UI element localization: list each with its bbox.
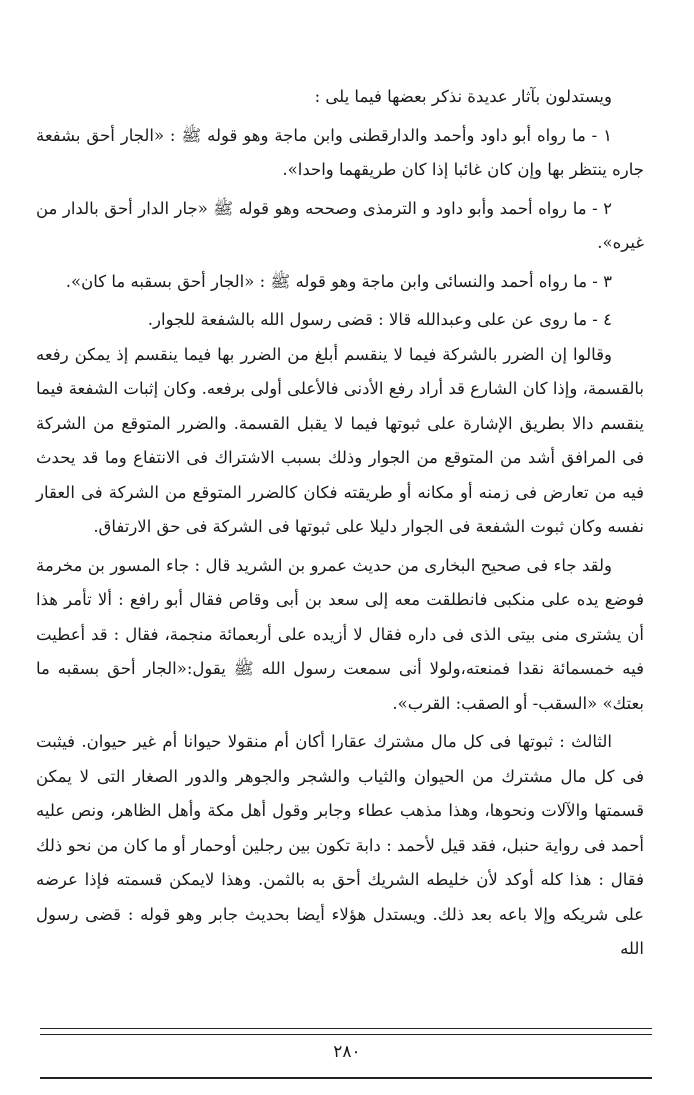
- page-number: ٢٨٠: [333, 1042, 361, 1062]
- footer-rule-top: [40, 1028, 652, 1029]
- body-text: [36, 80, 644, 967]
- evidence-item-3: ٣ - ما رواه أحمد والنسائى وابن ماجة وهو قوله ﷺ : «الجار أحق بسقبه ما كان».: [65, 271, 612, 291]
- footer-rule-second: [40, 1034, 652, 1035]
- third-opinion-paragraph: الثالث : ثبوتها فى كل مال مشترك عقارا أكان أم منقولا حيوانا أم غير حيوان. فيثبت فى كل مال مشترك من الحيوان والثياب والشجر والجوهر والدور الصغار التى لا يمكن قسمتها والآلات ونحوها، وهذا مذهب عطاء وجابر وقول أهل مكة وأهل الظاهر، ونص عليه أحمد فى رواية حنبل، فقد قيل لأحمد : دابة تكون بين رجلين أوحمار أو ما كان من نحو ذلك فقال : هذا كله أوكد لأن خليطه الشريك أحق به بالثمن. وهذا لايمكن قسمته فإذا عرضه على شريكه وإلا باعه بعد ذلك. ويستدل هؤلاء أيضا بحديث جابر وهو قوله : قضى رسول الله: [36, 732, 644, 958]
- intro-paragraph: ويستدلون بآثار عديدة نذكر بعضها فيما يلى :: [314, 87, 612, 106]
- footer-rule-bottom: [40, 1077, 652, 1079]
- argument-paragraph: وقالوا إن الضرر بالشركة فيما لا ينقسم أبلغ من الضرر بها فيما ينقسم إذ يمكن رفعه بالقسمة، وإذا كان الشارع قد أراد رفع الأدنى فالأعلى أولى برفعه. وكان إثبات الشفعة فيما ينقسم دالا بطريق الإشارة على ثبوتها فيما لا يقبل القسمة. والضرر المتوقع من الشركة فى المرافق أشد من المتوقع من الجوار وذلك بسبب الاشتراك فى الانتفاع وما قد يحدث فيه من تعارض فى زمنه أو مكانه أو طريقته فكان كالضرر المتوقع من الشركة فى العقار نفسه وكان ثبوت الشفعة فى الجوار دليلا على ثبوتها فى الشركة فى حق الارتفاق.: [36, 344, 644, 536]
- evidence-item-4: ٤ - ما روى عن على وعبدالله قالا : قضى رسول الله بالشفعة للجوار.: [147, 310, 612, 329]
- evidence-item-1: ١ - ما رواه أبو داود وأحمد والدارقطنى وابن ماجة وهو قوله ﷺ : «الجار أحق بشفعة جاره ينتظر بها وإن كان غائبا إذا كان طريقهما واحدا».: [36, 125, 644, 179]
- hadith-paragraph: ولقد جاء فى صحيح البخارى من حديث عمرو بن الشريد قال : جاء المسور بن مخرمة فوضع يده على منكبى فانطلقت معه إلى سعد بن أبى وقاص فقال أبو رافع : ألا تأمر هذا أن يشترى منى بيتى الذى فى داره فقال لا أزيده على أربعمائة منجمة، فقال : قد أعطيت فيه خمسمائة نقدا فمنعته،ولولا أنى سمعت رسول الله ﷺ يقول:«الجار أحق بسقبه ما بعتك» «السقب- أو الصقب: القرب».: [36, 555, 644, 713]
- evidence-item-2: ٢ - ما رواه أحمد وأبو داود و الترمذى وصححه وهو قوله ﷺ «جار الدار أحق بالدار من غيره».: [36, 198, 644, 252]
